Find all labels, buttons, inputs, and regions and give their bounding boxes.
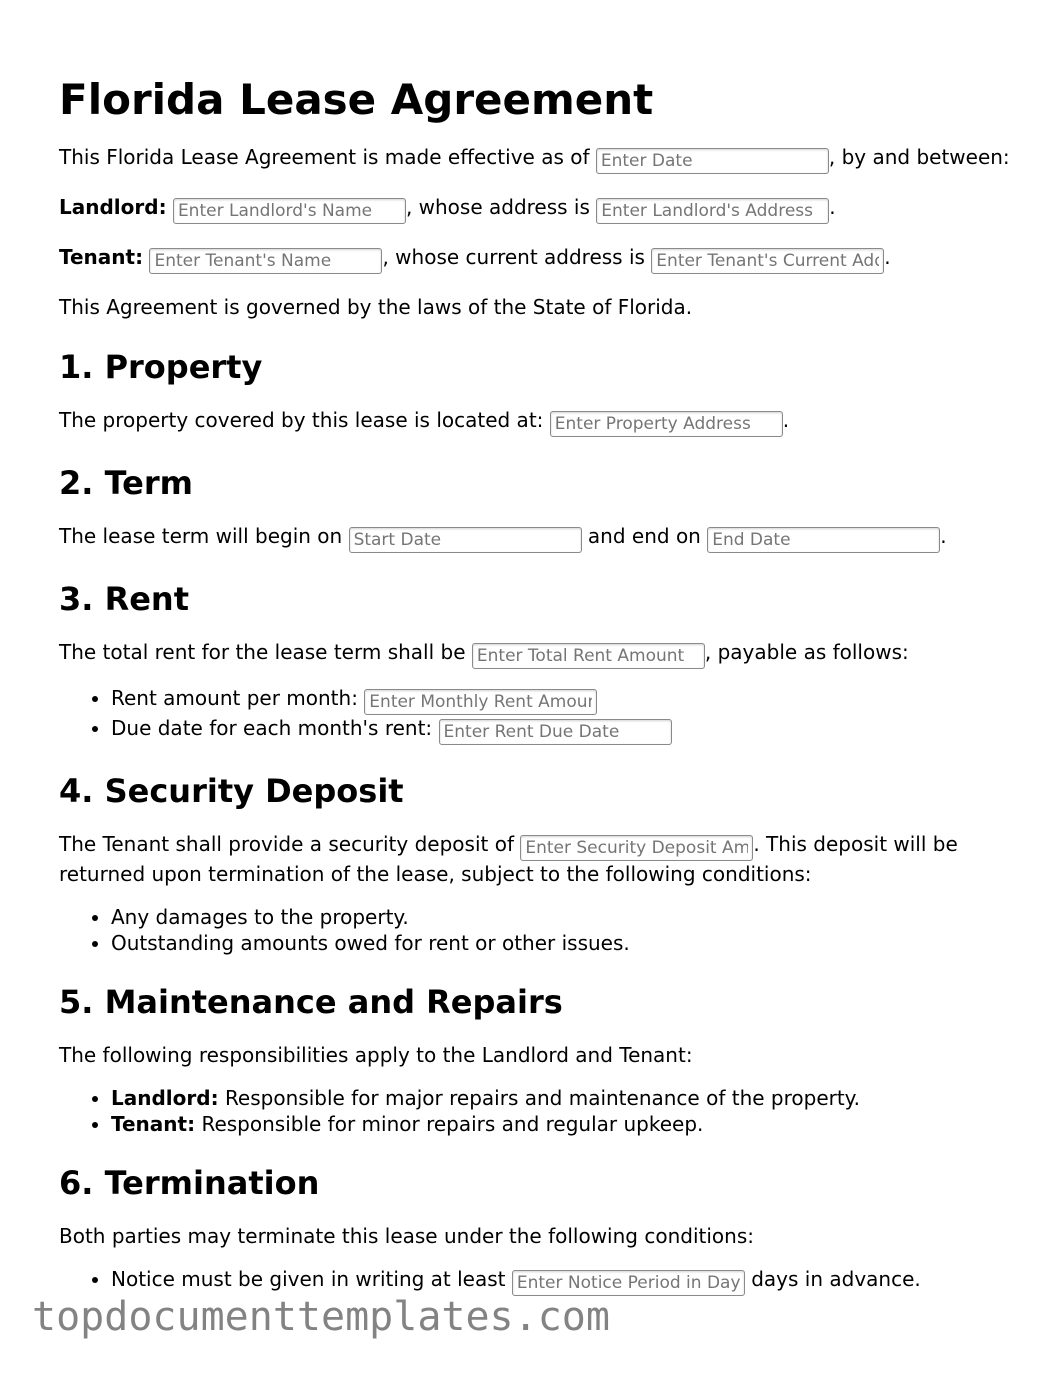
notice-before-text: Notice must be given in writing at least	[111, 1267, 506, 1291]
intro-after-text: , by and between:	[828, 145, 1010, 169]
intro-text: This Florida Lease Agreement is made effective as of	[59, 145, 590, 169]
list-item	[111, 1085, 1019, 1111]
tenant-line	[59, 244, 1019, 274]
tenant-end-text: .	[884, 245, 891, 269]
rent-list	[59, 685, 1019, 745]
effective-date-input[interactable]	[596, 148, 829, 174]
maintenance-tenant-text: Responsible for minor repairs and regular upkeep.	[201, 1112, 704, 1136]
property-address-input[interactable]	[550, 411, 783, 437]
landlord-line	[59, 194, 1019, 224]
tenant-label: Tenant:	[59, 245, 144, 269]
list-item: • Outstanding amounts owed for rent or other issues.	[111, 930, 1019, 956]
term-paragraph	[59, 523, 1019, 553]
intro-paragraph	[59, 144, 1019, 174]
maintenance-paragraph: The following responsibilities apply to the Landlord and Tenant:	[59, 1043, 693, 1067]
maintenance-heading: 5. Maintenance and Repairs	[59, 983, 563, 1021]
landlord-name-input[interactable]	[173, 198, 406, 224]
governed-paragraph: This Agreement is governed by the laws of the State of Florida.	[59, 295, 693, 319]
rent-due-date-input[interactable]	[439, 719, 672, 745]
term-text: The lease term will begin on	[59, 524, 343, 548]
lease-document	[59, 72, 1019, 1316]
maintenance-list	[59, 1085, 1019, 1137]
deposit-heading: 4. Security Deposit	[59, 772, 404, 810]
landlord-middle-text: , whose address is	[405, 195, 590, 219]
page-title: Florida Lease Agreement	[59, 75, 654, 124]
landlord-end-text: .	[829, 195, 836, 219]
deposit-after-text: . This deposit will be returned upon termination of the lease, subject to the following conditions:	[59, 832, 958, 886]
property-text: The property covered by this lease is located at:	[59, 408, 544, 432]
notice-period-input[interactable]	[512, 1270, 745, 1296]
watermark: topdocumenttemplates.com	[32, 1294, 610, 1340]
list-item	[111, 685, 1019, 715]
start-date-input[interactable]	[349, 527, 582, 553]
term-end-text: .	[940, 524, 947, 548]
rent-after-text: , payable as follows:	[704, 640, 909, 664]
property-heading: 1. Property	[59, 348, 263, 386]
tenant-address-input[interactable]	[651, 248, 884, 274]
list-item: • Any damages to the property.	[111, 904, 1019, 930]
deposit-text: The Tenant shall provide a security deposit of	[59, 832, 514, 856]
landlord-label: Landlord:	[59, 195, 167, 219]
landlord-address-input[interactable]	[596, 198, 829, 224]
total-rent-input[interactable]	[472, 643, 705, 669]
notice-after-text: days in advance.	[751, 1267, 921, 1291]
list-item	[111, 715, 1019, 745]
rent-paragraph	[59, 639, 1019, 669]
rent-due-label: Due date for each month's rent:	[111, 716, 433, 740]
deposit-conditions-list	[59, 904, 1019, 956]
security-deposit-input[interactable]	[520, 835, 753, 861]
termination-paragraph: Both parties may terminate this lease under the following conditions:	[59, 1224, 754, 1248]
list-item	[111, 1266, 1019, 1296]
property-paragraph	[59, 407, 1019, 437]
rent-heading: 3. Rent	[59, 580, 189, 618]
termination-heading: 6. Termination	[59, 1164, 320, 1202]
tenant-middle-text: , whose current address is	[382, 245, 645, 269]
tenant-name-input[interactable]	[149, 248, 382, 274]
maintenance-landlord-label: Landlord:	[111, 1086, 219, 1110]
rent-text: The total rent for the lease term shall be	[59, 640, 466, 664]
term-middle-text: and end on	[587, 524, 701, 548]
property-end-text: .	[782, 408, 790, 432]
list-item	[111, 1111, 1019, 1137]
monthly-rent-input[interactable]	[364, 689, 597, 715]
deposit-paragraph	[59, 831, 1019, 888]
monthly-rent-label: Rent amount per month:	[111, 686, 358, 710]
termination-list	[59, 1266, 1019, 1296]
maintenance-landlord-text: Responsible for major repairs and maintenance of the property.	[224, 1086, 861, 1110]
end-date-input[interactable]	[707, 527, 940, 553]
term-heading: 2. Term	[59, 464, 193, 502]
maintenance-tenant-label: Tenant:	[111, 1112, 196, 1136]
